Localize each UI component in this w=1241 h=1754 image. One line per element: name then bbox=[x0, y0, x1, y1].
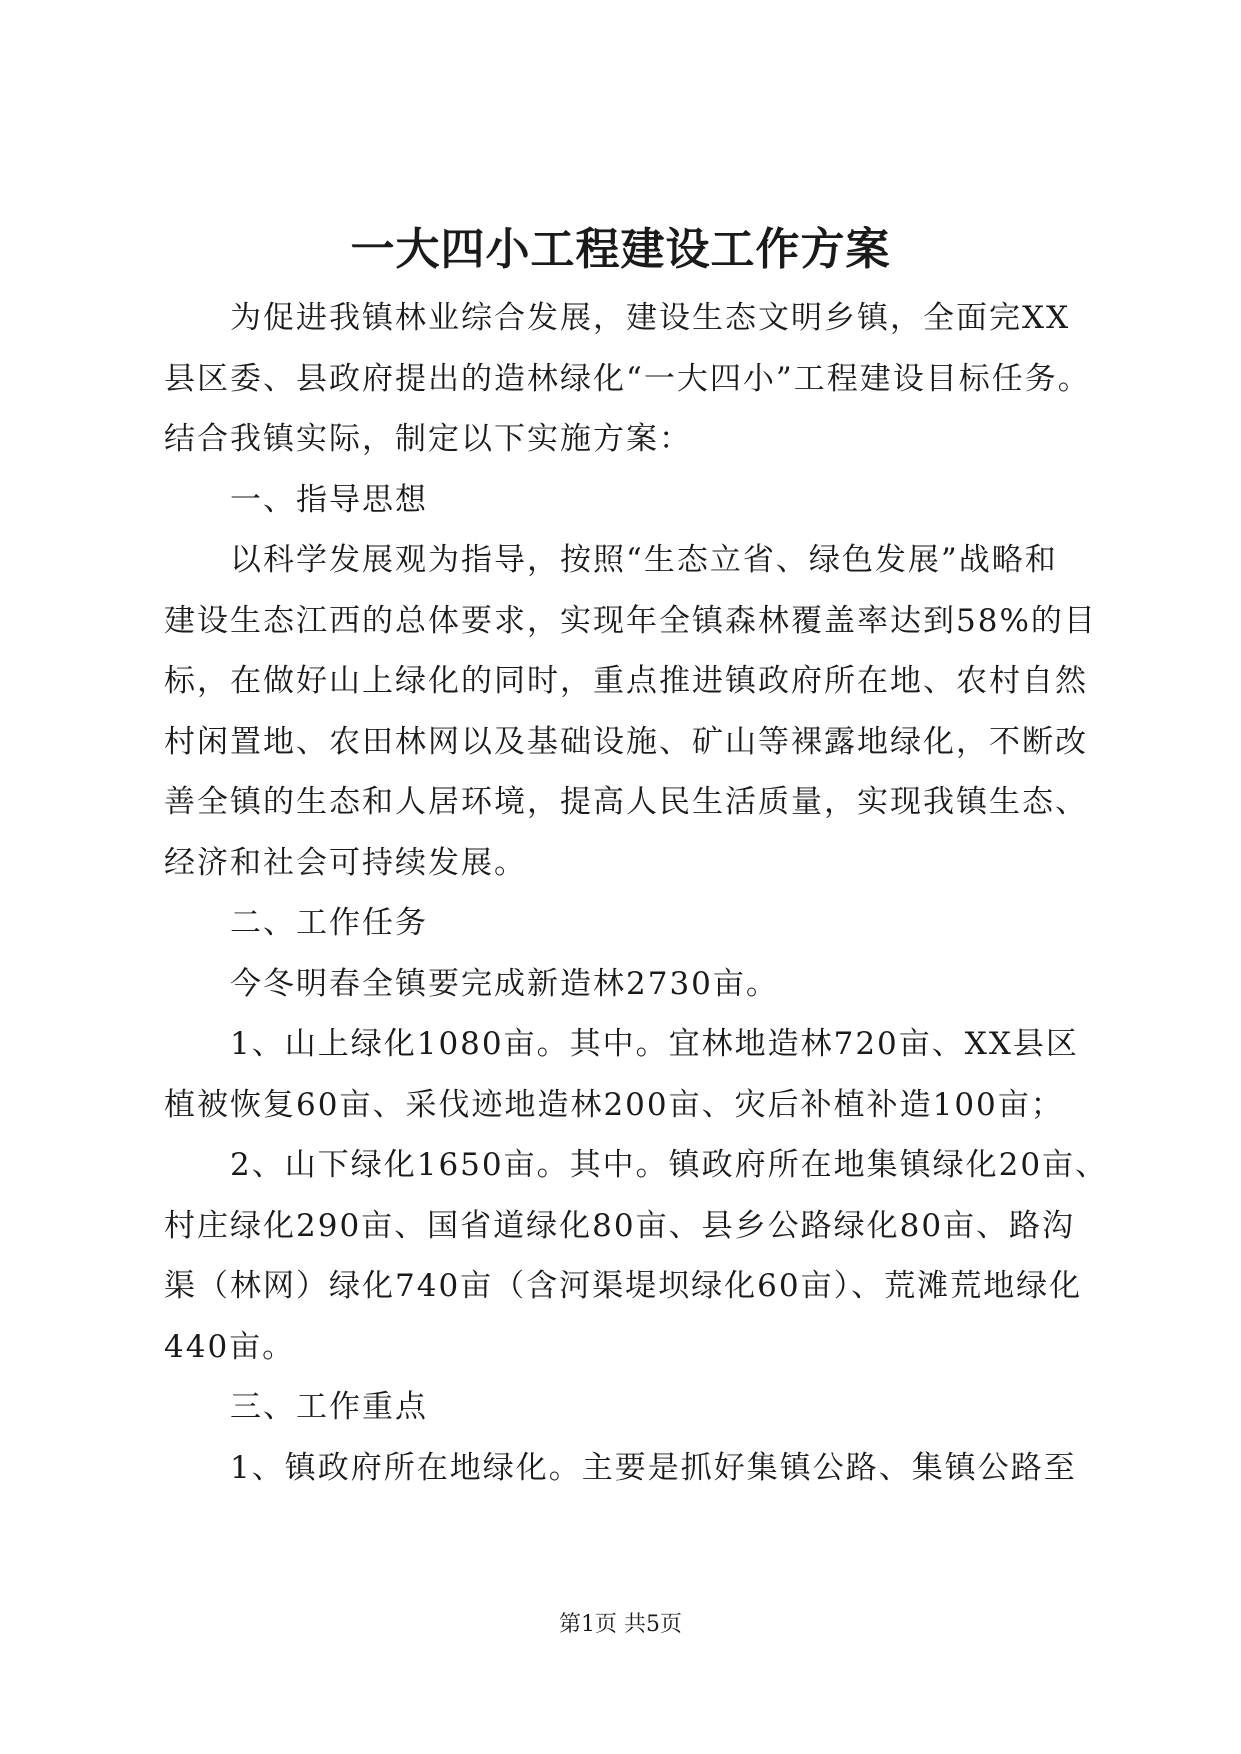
body-line: 结合我镇实际，制定以下实施方案： bbox=[164, 421, 692, 457]
body-line: 2、山下绿化1650亩。其中。镇政府所在地集镇绿化20亩、 bbox=[230, 1147, 1109, 1183]
body-line: 标，在做好山上绿化的同时，重点推进镇政府所在地、农村自然 bbox=[164, 663, 1088, 699]
body-line: 县区委、县政府提出的造林绿化“一大四小”工程建设目标任务。 bbox=[164, 360, 1091, 397]
body-line: 经济和社会可持续发展。 bbox=[164, 844, 527, 881]
section-heading: 二、工作任务 bbox=[230, 905, 428, 941]
body-line: 植被恢复60亩、采伐迹地造林200亩、灾后补植补造100亩； bbox=[164, 1086, 1064, 1123]
body-line: 村闲置地、农田林网以及基础设施、矿山等裸露地绿化，不断改 bbox=[164, 723, 1088, 760]
body-line: 建设生态江西的总体要求，实现年全镇森林覆盖率达到58%的目 bbox=[164, 602, 1097, 639]
page-footer: 第1页 共5页 bbox=[559, 1612, 682, 1637]
document-title: 一大四小工程建设工作方案 bbox=[350, 224, 891, 275]
body-line: 440亩。 bbox=[164, 1328, 296, 1365]
body-line: 今冬明春全镇要完成新造林2730亩。 bbox=[230, 965, 779, 1002]
section-heading: 三、工作重点 bbox=[230, 1389, 428, 1425]
section-heading: 一、指导思想 bbox=[230, 481, 428, 518]
body-line: 为促进我镇林业综合发展，建设生态文明乡镇，全面完XX bbox=[230, 300, 1071, 336]
body-line: 1、山上绿化1080亩。其中。宜林地造林720亩、XX县区 bbox=[230, 1026, 1079, 1062]
body-line: 以科学发展观为指导，按照“生态立省、绿色发展”战略和 bbox=[230, 542, 1058, 578]
document-body bbox=[164, 288, 1109, 1498]
body-line: 善全镇的生态和人居环境，提高人民生活质量，实现我镇生态、 bbox=[164, 784, 1088, 820]
body-line: 村庄绿化290亩、国省道绿化80亩、县乡公路绿化80亩、路沟 bbox=[164, 1207, 1076, 1244]
body-line: 1、镇政府所在地绿化。主要是抓好集镇公路、集镇公路至 bbox=[230, 1449, 1077, 1486]
body-line: 渠（林网）绿化740亩（含河渠堤坝绿化60亩）、荒滩荒地绿化 bbox=[164, 1268, 1083, 1304]
